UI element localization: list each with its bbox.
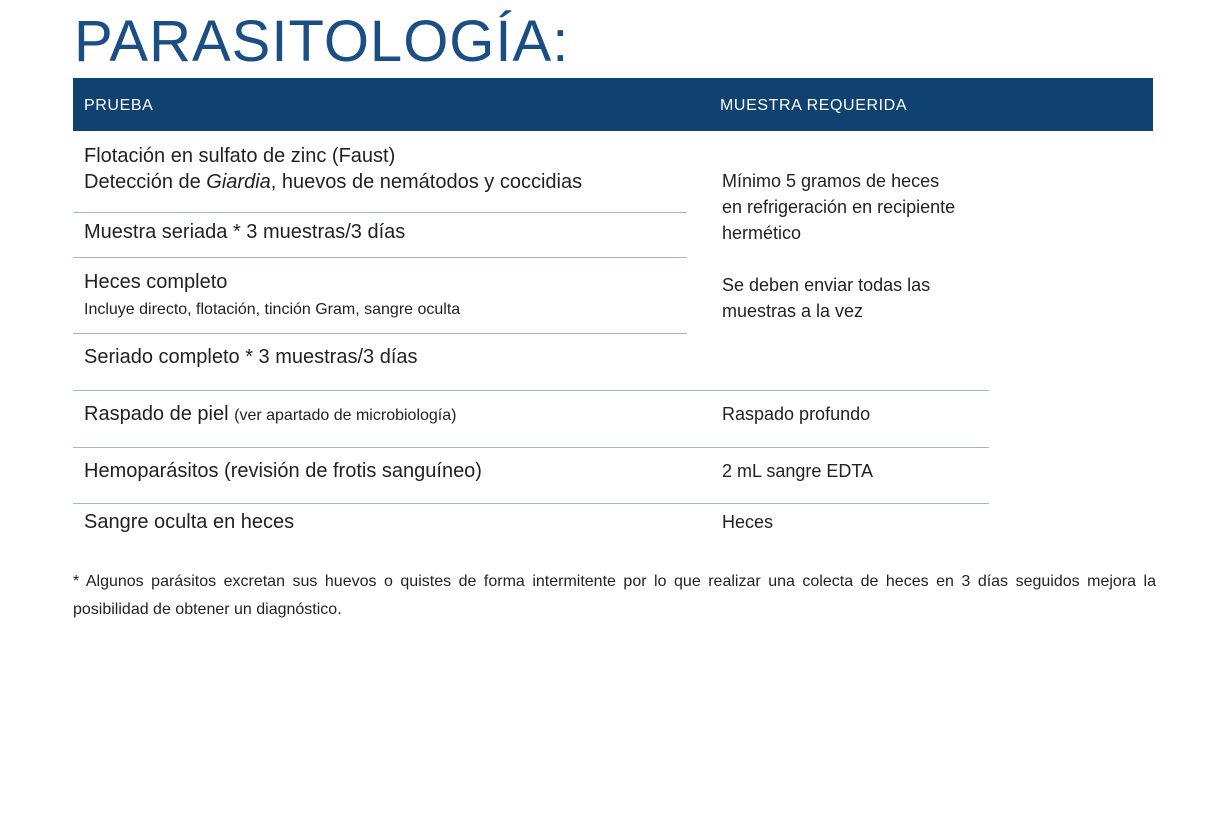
row-heces-completo: Heces completo	[84, 271, 228, 293]
row-faust-detail	[84, 171, 582, 194]
divider	[73, 447, 989, 448]
row-muestra-seriada: Muestra seriada * 3 muestras/3 días	[84, 221, 406, 243]
merged-sample-line: en refrigeración en recipiente	[722, 197, 956, 217]
row-sangre-oculta: Sangre oculta en heces	[84, 511, 295, 533]
merged-sample-line: hermético	[722, 223, 802, 243]
merged-sample-line: muestras a la vez	[722, 301, 864, 321]
row-raspado-label: Raspado de piel	[84, 403, 229, 425]
row-seriado-completo: Seriado completo * 3 muestras/3 días	[84, 346, 418, 368]
row-faust-detail-suffix: , huevos de nemátodos y coccidias	[270, 171, 583, 193]
divider	[73, 333, 687, 334]
row-faust-detail-giardia: Giardia	[206, 171, 271, 193]
merged-sample-line: Se deben enviar todas las	[722, 275, 931, 295]
row-faust-detail-prefix: Detección de	[84, 171, 207, 193]
header-prueba: PRUEBA	[84, 97, 154, 114]
header-muestra-requerida: MUESTRA REQUERIDA	[720, 97, 908, 114]
sample-hemoparasitos: 2 mL sangre EDTA	[722, 461, 874, 481]
row-raspado-note: (ver apartado de microbiología)	[234, 407, 457, 424]
divider	[73, 257, 687, 258]
divider	[73, 503, 989, 504]
row-raspado-de-piel	[84, 403, 456, 426]
sample-sangre-oculta: Heces	[722, 512, 774, 532]
divider	[73, 212, 687, 213]
row-hemoparasitos: Hemoparásitos (revisión de frotis sanguíneo)	[84, 460, 482, 482]
table-header	[73, 78, 1153, 131]
page-title: PARASITOLOGÍA:	[74, 9, 570, 74]
sample-raspado: Raspado profundo	[722, 404, 871, 424]
footnote: * Algunos parásitos excretan sus huevos o quistes de forma intermitente por lo que realizar una colecta de heces en 3 días seguidos mejora la posibilidad de obtener un diagnóstico.	[73, 573, 1156, 618]
divider	[73, 390, 989, 391]
merged-sample-line: Mínimo 5 gramos de heces	[722, 171, 940, 191]
row-heces-completo-detail: Incluye directo, flotación, tinción Gram, sangre oculta	[84, 301, 461, 318]
row-faust-title: Flotación en sulfato de zinc (Faust)	[84, 145, 396, 167]
